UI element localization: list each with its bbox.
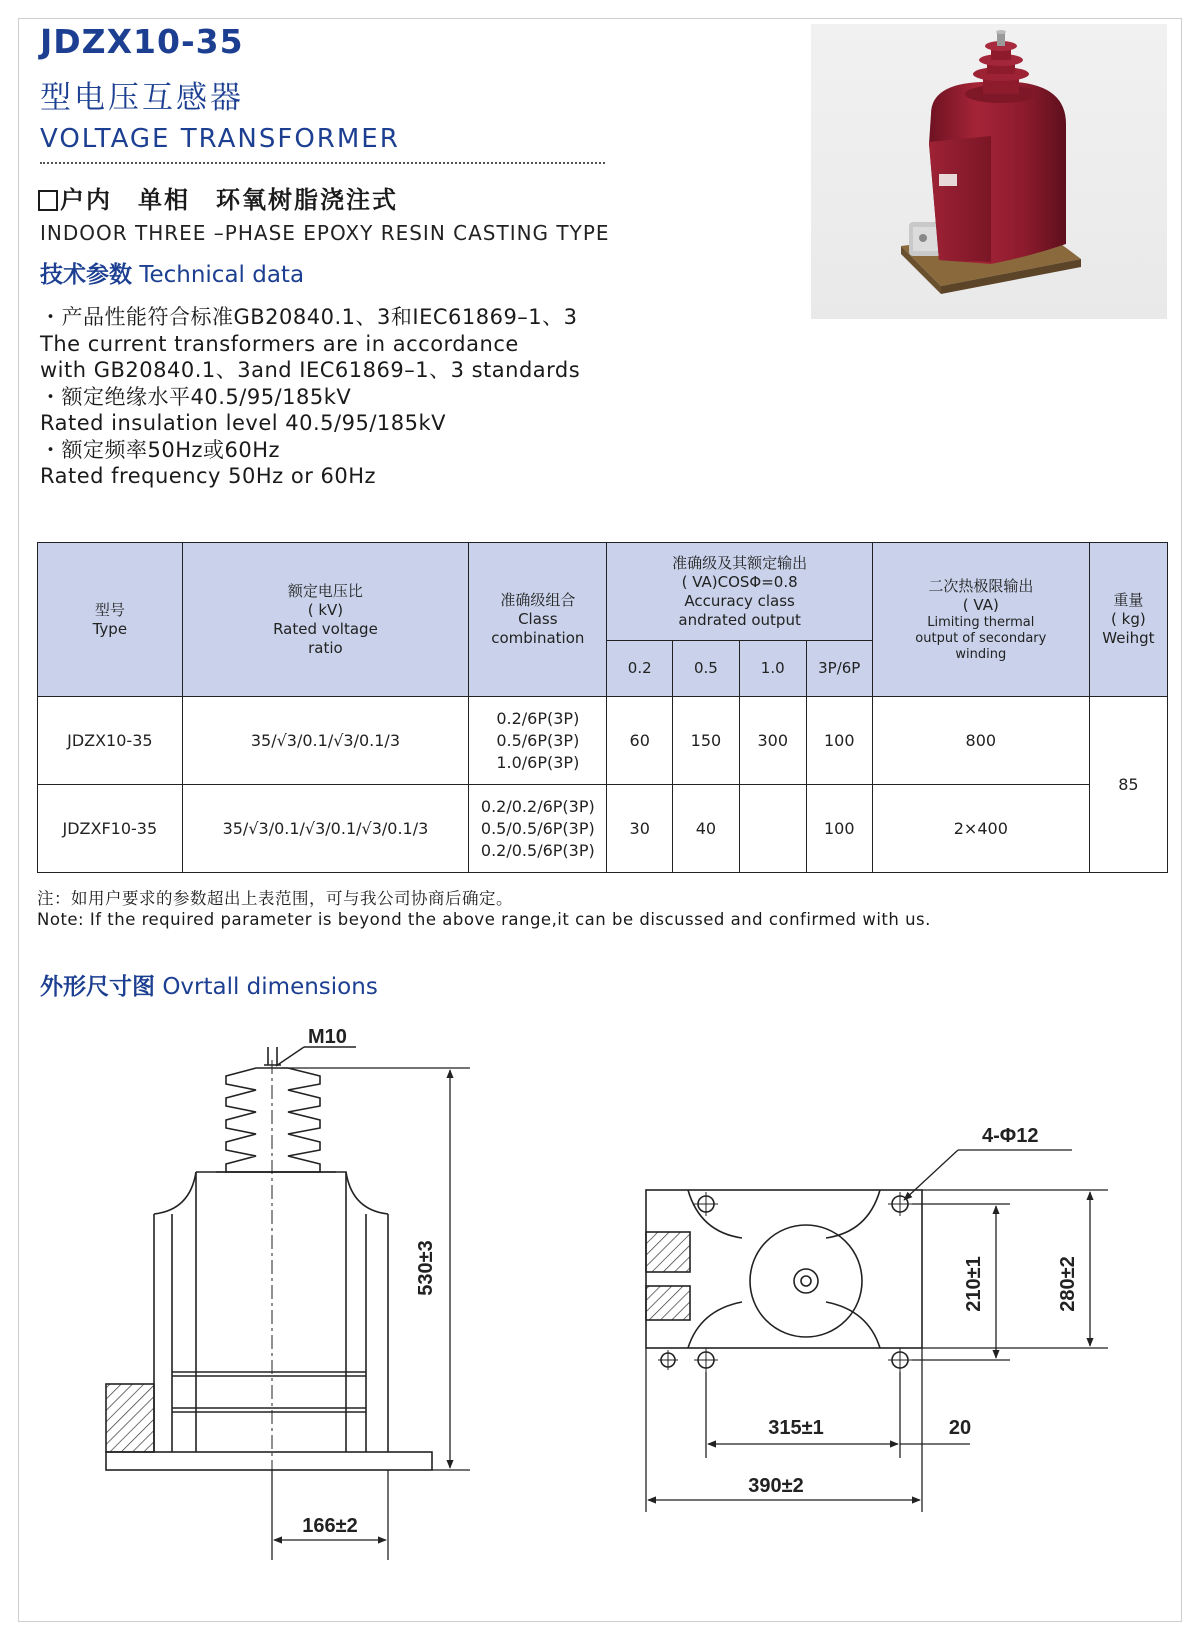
technical-heading-cn: 技术参数 — [40, 262, 132, 288]
header-thermal-unit: ( VA) — [962, 595, 999, 614]
header-weight-cn: 重量 — [1113, 591, 1144, 609]
dimensions-heading-cn: 外形尺寸图 — [40, 974, 155, 1000]
cell-output: 30 — [607, 785, 673, 873]
header-acc-col: 0.5 — [673, 641, 740, 697]
header-weight-en: Weihgt — [1102, 629, 1155, 647]
plan-view — [646, 1190, 922, 1368]
inner-width-label: 315±1 — [768, 1417, 824, 1439]
dimensions-heading-en: Ovrtall dimensions — [162, 974, 378, 1000]
holes-label: 4-Φ12 — [982, 1125, 1039, 1147]
cell-output: 100 — [806, 785, 872, 873]
subtype-en: INDOOR THREE –PHASE EPOXY RESIN CASTING TYPE — [40, 221, 610, 245]
spec-line: Rated frequency 50Hz or 60Hz — [40, 464, 377, 488]
height-label: 530±3 — [415, 1240, 437, 1296]
cell-ratio: 35/√3/0.1/√3/0.1/√3/0.1/3 — [182, 785, 469, 873]
note-en: Note: If the required parameter is beyond the above range,it can be discussed and confirmed with us. — [37, 910, 931, 929]
class-line: 0.2/6P(3P) — [496, 708, 580, 728]
product-name-cn: 型电压互感器 — [40, 80, 244, 116]
header-ratio-unit: ( kV) — [307, 600, 344, 619]
cell-output: 300 — [739, 697, 806, 785]
spec-line: ・额定绝缘水平40.5/95/185kV — [40, 384, 352, 409]
model-title: JDZX10-35 — [40, 22, 244, 61]
header-class-en2: combination — [491, 629, 585, 647]
outer-width-label: 390±2 — [748, 1475, 804, 1497]
header-acc-col: 3P/6P — [806, 641, 872, 697]
header-thermal-cn: 二次热极限输出 — [928, 576, 1034, 595]
spec-line: ・产品性能符合标准GB20840.1、3和IEC61869–1、3 — [40, 305, 578, 329]
cell-output: 40 — [673, 785, 740, 873]
subtype-cn-text: 户内 单相 环氧树脂浇注式 — [60, 186, 398, 214]
header-type-cn: 型号 — [94, 600, 125, 619]
header-class-cn: 准确级组合 — [500, 591, 576, 609]
class-line: 0.2/0.5/6P(3P) — [480, 840, 595, 860]
cell-output: 150 — [673, 697, 740, 785]
cell-type: JDZXF10-35 — [38, 785, 183, 873]
cell-ratio: 35/√3/0.1/√3/0.1/3 — [182, 697, 469, 785]
cell-output: 60 — [607, 697, 673, 785]
spec-line: Rated insulation level 40.5/95/185kV — [40, 411, 447, 435]
header-acc-col: 0.2 — [607, 641, 673, 697]
header-thermal-en3: winding — [955, 646, 1007, 662]
cell-type: JDZX10-35 — [38, 697, 183, 785]
header-thermal-en1: Limiting thermal — [927, 614, 1035, 630]
side-elevation-view — [106, 1047, 432, 1478]
header-ratio-en1: Rated voltage — [273, 619, 378, 638]
header-ratio-cn: 额定电压比 — [287, 581, 363, 600]
header-acc-cn: 准确级及其额定输出 — [672, 553, 808, 572]
cell-weight: 85 — [1089, 697, 1167, 873]
header-acc-unit: ( VA)COSΦ=0.8 — [681, 572, 798, 591]
thread-label: M10 — [308, 1026, 347, 1048]
spec-line: ・额定频率50Hz或60Hz — [40, 437, 281, 462]
class-line: 0.5/6P(3P) — [496, 730, 580, 750]
header-type-en: Type — [92, 619, 128, 638]
class-line: 0.2/0.2/6P(3P) — [480, 796, 595, 816]
header-thermal-en2: output of secondary — [915, 630, 1047, 646]
note-cn: 注：如用户要求的参数超出上表范围，可与我公司协商后确定。 — [37, 889, 513, 908]
cell-thermal: 800 — [872, 697, 1089, 785]
header-acc-col: 1.0 — [739, 641, 806, 697]
class-line: 1.0/6P(3P) — [496, 752, 580, 772]
cell-output: 100 — [806, 697, 872, 785]
base-width-label: 166±2 — [302, 1515, 358, 1537]
technical-heading-en: Technical data — [139, 262, 305, 288]
header-ratio-en2: ratio — [308, 638, 343, 657]
cell-thermal: 2×400 — [872, 785, 1089, 873]
spec-line: The current transformers are in accordance — [40, 331, 519, 356]
header-weight-unit: ( kg) — [1111, 610, 1146, 628]
product-name-en: VOLTAGE TRANSFORMER — [40, 124, 400, 154]
inner-depth-label: 210±1 — [963, 1256, 985, 1312]
spec-line: with GB20840.1、3and IEC61869–1、3 standards — [40, 358, 581, 382]
header-acc-en2: andrated output — [678, 610, 801, 629]
offset-label: 20 — [948, 1417, 972, 1439]
class-line: 0.5/0.5/6P(3P) — [480, 818, 595, 838]
header-class-en1: Class — [518, 610, 558, 628]
header-acc-en1: Accuracy class — [684, 591, 795, 610]
outer-depth-label: 280±2 — [1057, 1256, 1079, 1312]
